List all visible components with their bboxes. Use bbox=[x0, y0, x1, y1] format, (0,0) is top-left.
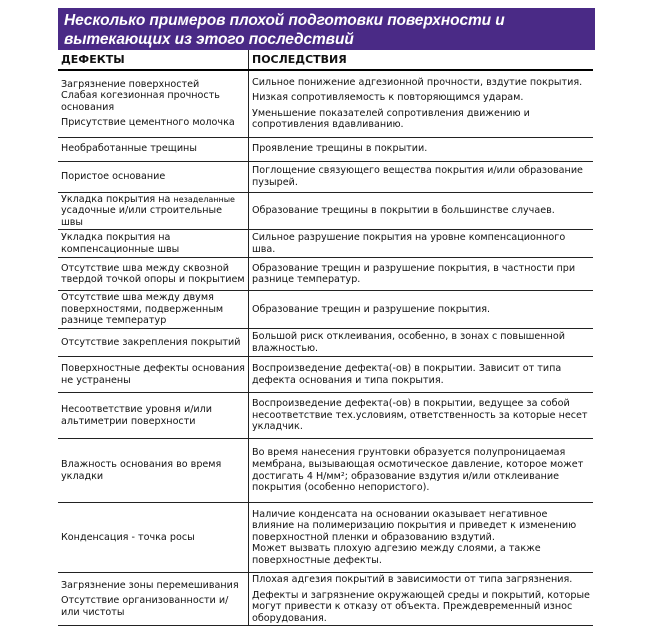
consequence-text: Может вызвать плохую адгезию между слоями, а также поверхностные дефекты. bbox=[252, 543, 541, 566]
table-row bbox=[58, 230, 593, 258]
table-row bbox=[58, 192, 593, 230]
defect-cell: Несоответствие уровня и/или альтиметрии поверхности bbox=[58, 393, 249, 439]
defect-cell: Отсутствие закрепления покрытий bbox=[58, 329, 249, 357]
defect-cell: Необработанные трещины bbox=[58, 137, 249, 161]
table-row bbox=[58, 291, 593, 329]
defect-text: Отсутствие организованности и/или чистоты bbox=[61, 595, 229, 619]
title-line-1: Несколько примеров плохой подготовки поверхности и bbox=[64, 12, 505, 29]
consequence-cell: Сильное разрушение покрытия на уровне компенсационного шва. bbox=[249, 230, 594, 258]
defect-cell: Поверхностные дефекты основания не устранены bbox=[58, 357, 249, 393]
title-banner bbox=[58, 8, 595, 50]
defect-cell bbox=[58, 70, 249, 137]
consequence-text: Уменьшение показателей сопротивления движению и сопротивления вдавливанию. bbox=[252, 107, 530, 131]
table-row bbox=[58, 137, 593, 161]
consequence-cell: Большой риск отклеивания, особенно, в зонах с повышенной влажностью. bbox=[249, 329, 594, 357]
table-row bbox=[58, 573, 593, 626]
consequence-text: Сильное понижение адгезионной прочности, вздутие покрытия. bbox=[252, 76, 583, 88]
consequence-cell: Во время нанесения грунтовки образуется полупроницаемая мембрана, вызывающая осмотическое давление, которое может достигать 4 Н/мм²; образование вздутия и/или отклеивание покрытия (особенно непористого). bbox=[249, 439, 594, 503]
defect-text-small: незаделанные bbox=[173, 194, 235, 204]
header-consequences: ПОСЛЕДСТВИЯ bbox=[249, 50, 594, 70]
header-row bbox=[58, 50, 593, 70]
table-row bbox=[58, 357, 593, 393]
title-line-2: вытекающих из этого последствий bbox=[64, 31, 354, 48]
consequence-cell: Воспроизведение дефекта(-ов) в покрытии. Зависит от типа дефекта основания и типа покрытия. bbox=[249, 357, 594, 393]
table-row bbox=[58, 258, 593, 291]
defect-text: Загрязнение зоны перемешивания bbox=[61, 579, 239, 591]
consequence-cell: Воспроизведение дефекта(-ов) в покрытии, ведущее за собой несоответствие тех.условиям, ответственность за которые несет укладчик. bbox=[249, 393, 594, 439]
defect-cell: Конденсация - точка росы bbox=[58, 503, 249, 573]
defect-text: Укладка покрытия на bbox=[61, 193, 174, 205]
defect-text: Присутствие цементного молочка bbox=[61, 117, 235, 129]
table-row bbox=[58, 161, 593, 192]
consequence-text: Низкая сопротивляемость к повторяющимся ударам. bbox=[252, 92, 524, 104]
defect-cell: Влажность основания во время укладки bbox=[58, 439, 249, 503]
defect-cell: Отсутствие шва между сквозной твердой точкой опоры и покрытием bbox=[58, 258, 249, 291]
defect-cell: Пористое основание bbox=[58, 161, 249, 192]
consequence-cell bbox=[249, 503, 594, 573]
table-row bbox=[58, 329, 593, 357]
consequence-text: Дефекты и загрязнение окружающей среды и покрытий, которые могут привести к отказу от объекта. Преждевременный износ оборудования. bbox=[252, 589, 590, 624]
defects-table bbox=[58, 50, 593, 626]
defect-text: Слабая когезионная прочность основания bbox=[61, 90, 220, 113]
header-defects: ДЕФЕКТЫ bbox=[58, 50, 249, 70]
defect-cell: Отсутствие шва между двумя поверхностями, подверженным разнице температур bbox=[58, 291, 249, 329]
consequence-text: Плохая адгезия покрытий в зависимости от типа загрязнения. bbox=[252, 574, 573, 586]
table-row bbox=[58, 503, 593, 573]
consequence-cell bbox=[249, 573, 594, 626]
consequence-cell: Образование трещин и разрушение покрытия. bbox=[249, 291, 594, 329]
defect-text: Загрязнение поверхностей bbox=[61, 78, 200, 90]
consequence-cell: Образование трещины в покрытии в большинстве случаев. bbox=[249, 192, 594, 230]
table-row bbox=[58, 393, 593, 439]
defect-text: усадочные и/или строительные швы bbox=[61, 205, 223, 228]
consequence-cell: Образование трещин и разрушение покрытия, в частности при разнице температур. bbox=[249, 258, 594, 291]
consequence-cell bbox=[249, 70, 594, 137]
table-row bbox=[58, 70, 593, 137]
consequence-text: Наличие конденсата на основании оказывает негативное влияние на полимеризацию покрытия и приведет к изменению поверхностной пленки и образованию вздутий. bbox=[252, 508, 577, 543]
defect-cell: Укладка покрытия на компенсационные швы bbox=[58, 230, 249, 258]
consequence-cell: Поглощение связующего вещества покрытия и/или образование пузырей. bbox=[249, 161, 594, 192]
table-row bbox=[58, 439, 593, 503]
consequence-cell: Проявление трещины в покрытии. bbox=[249, 137, 594, 161]
defect-cell bbox=[58, 192, 249, 230]
defect-cell bbox=[58, 573, 249, 626]
